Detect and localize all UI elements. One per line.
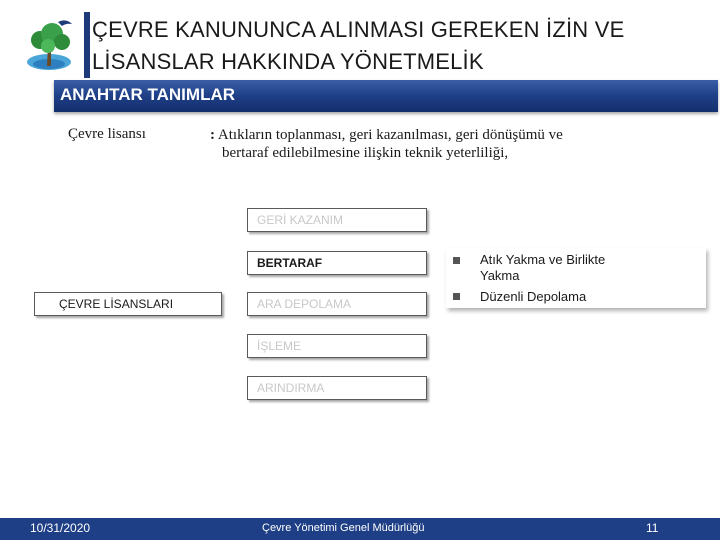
title-line-1: ÇEVRE KANUNUNCA ALINMASI GEREKEN İZİN VE (92, 17, 625, 42)
square-bullet-icon (453, 293, 460, 300)
section-header-bar (54, 80, 718, 112)
bertaraf-callout (446, 248, 706, 308)
footer-organization: Çevre Yönetimi Genel Müdürlüğü (262, 522, 425, 534)
section-label: ANAHTAR TANIMLAR (60, 85, 236, 104)
definition-text (210, 126, 690, 162)
diagram-box-ara-depolama: ARA DEPOLAMA (247, 292, 427, 316)
definition-line-2: bertaraf edilebilmesine ilişkin teknik yeterliliği, (222, 145, 509, 161)
diagram-box-arindirma: ARINDIRMA (247, 376, 427, 400)
definition-line-1-text: Atıkların toplanması, geri kazanılması, geri dönüşümü ve (215, 127, 563, 143)
title-line-2: LİSANSLAR HAKKINDA YÖNETMELİK (92, 49, 484, 74)
diagram-box-cevre-lisanslari: ÇEVRE LİSANSLARI (34, 292, 222, 316)
page-title (92, 14, 712, 78)
definition-line-1 (210, 126, 690, 144)
square-bullet-icon (453, 257, 460, 264)
callout-item-1: Atık Yakma ve Birlikte Yakma (480, 252, 606, 283)
diagram-box-geri-kazanim: GERİ KAZANIM (247, 208, 427, 232)
footer-date: 10/31/2020 (30, 521, 91, 535)
footer-page-number: 11 (646, 521, 659, 535)
logo-icon (18, 14, 80, 76)
title-accent-bar (84, 12, 90, 78)
diagram-box-isleme: İŞLEME (247, 334, 427, 358)
callout-item-2: Düzenli Depolama (480, 289, 587, 304)
diagram-box-bertaraf: BERTARAF (247, 251, 427, 275)
definition-colon: : (210, 127, 215, 143)
footer-bar (0, 518, 720, 540)
definition-term: Çevre lisansı (68, 126, 146, 142)
